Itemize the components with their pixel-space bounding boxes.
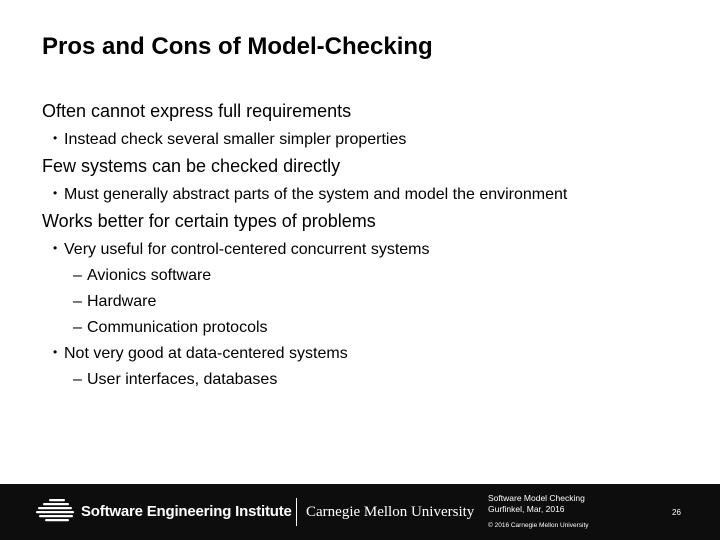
bullet-text: Instead check several smaller simpler properties (64, 131, 407, 148)
bullet-dot-icon: • (53, 345, 58, 359)
slide-title: Pros and Cons of Model-Checking (42, 33, 433, 60)
bullet-level3 (73, 293, 156, 311)
bullet-level1: Works better for certain types of problems (42, 211, 376, 231)
bullet-text: Must generally abstract parts of the system and model the environment (64, 186, 568, 203)
footer-divider (296, 498, 297, 526)
bullet-text: Very useful for control-centered concurrent systems (64, 241, 430, 258)
dash-icon: – (73, 293, 82, 310)
cmu-name: Carnegie Mellon University (306, 504, 475, 520)
page-number: 26 (672, 508, 681, 517)
bullet-level3 (73, 371, 277, 389)
bullet-dot-icon: • (53, 186, 58, 200)
sei-logo-icon (35, 498, 79, 524)
bullet-level1: Few systems can be checked directly (42, 156, 341, 176)
copyright: © 2016 Carnegie Mellon University (488, 522, 589, 529)
course-title: Software Model Checking (488, 493, 585, 503)
bullet-text: Communication protocols (87, 319, 268, 336)
bullet-level2 (53, 241, 430, 259)
bullet-text: Not very good at data-centered systems (64, 345, 348, 362)
footer-meta (488, 493, 585, 515)
footer-bar (0, 484, 720, 540)
bullet-level3 (73, 267, 211, 285)
bullet-text: User interfaces, databases (87, 371, 278, 388)
bullet-level2 (53, 186, 567, 204)
bullet-level2 (53, 131, 406, 149)
bullet-text: Avionics software (87, 267, 212, 284)
bullet-level2 (53, 345, 348, 363)
bullet-dot-icon: • (53, 131, 58, 145)
bullet-level1: Often cannot express full requirements (42, 101, 352, 121)
dash-icon: – (73, 319, 82, 336)
author-date: Gurfinkel, Mar, 2016 (488, 504, 565, 514)
dash-icon: – (73, 267, 82, 284)
bullet-text: Hardware (87, 293, 157, 310)
bullet-dot-icon: • (53, 241, 58, 255)
bullet-level3 (73, 319, 268, 337)
dash-icon: – (73, 371, 82, 388)
sei-name: Software Engineering Institute (81, 503, 292, 520)
